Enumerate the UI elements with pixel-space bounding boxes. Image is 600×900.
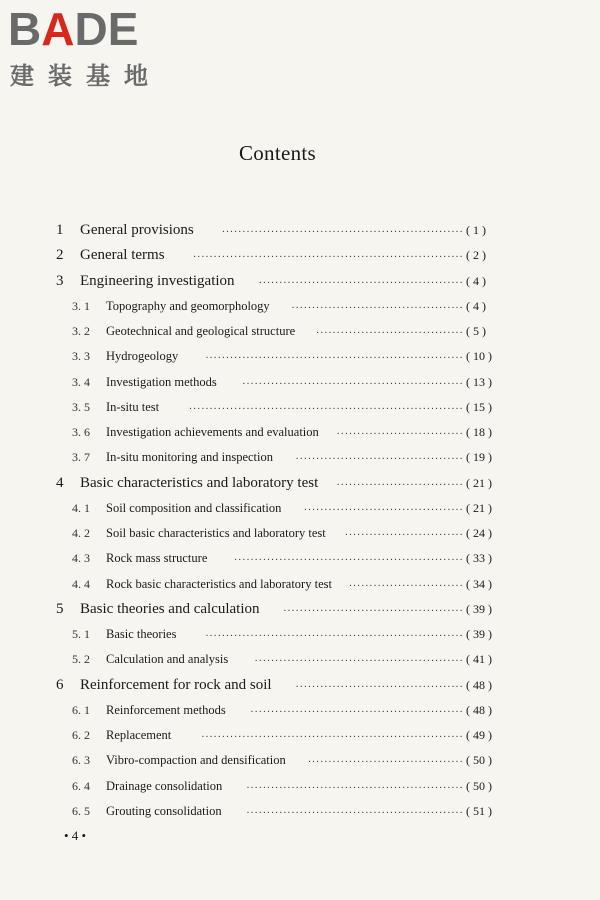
toc-leader-dots: ......................................... (295, 678, 464, 690)
toc-leader-dots: ............................. (345, 527, 464, 538)
toc-entry-page: ( 4 ) (466, 298, 486, 313)
toc-leader-dots: .................................................................. (193, 249, 464, 261)
toc-leader-dots: ............................... (336, 426, 464, 437)
toc-leader-dots: ..................................................... (246, 779, 464, 791)
toc-leader-dots: ................................................... (254, 653, 464, 665)
logo-wordmark (8, 4, 138, 54)
logo-letter-b: B (8, 3, 42, 55)
toc-entry-number: 4. 1 (72, 500, 90, 515)
toc-entry-label: Engineering investigation (80, 272, 235, 289)
toc-entry-page: ( 1 ) (466, 223, 486, 237)
toc-leader-dots: ........................................................... (222, 224, 464, 235)
toc-entry-page: ( 21 ) (466, 500, 492, 515)
toc-leader-dots: .......................................... (291, 299, 464, 311)
toc-entry-page: ( 39 ) (466, 601, 492, 616)
toc-entry-label: General terms (80, 247, 165, 264)
toc-entry[interactable] (0, 395, 600, 419)
toc-entry-page: ( 33 ) (466, 551, 492, 566)
toc-entry-label: Rock basic characteristics and laboratory test (106, 576, 332, 591)
toc-entry-number: 1 (56, 222, 64, 238)
toc-entry[interactable] (0, 496, 600, 520)
toc-entry-number: 3. 5 (72, 399, 90, 414)
toc-entry[interactable] (0, 673, 600, 697)
toc-entry[interactable] (0, 572, 600, 596)
toc-entry[interactable] (0, 370, 600, 394)
toc-entry-number: 6. 1 (72, 702, 90, 717)
toc-entry-label: Basic theories and calculation (80, 600, 260, 617)
toc-entry-page: ( 50 ) (466, 753, 492, 768)
toc-entry-number: 4. 3 (72, 551, 90, 566)
bade-logo (8, 4, 178, 94)
toc-entry[interactable] (0, 471, 600, 495)
toc-entry-page: ( 19 ) (466, 450, 492, 465)
toc-entry-page: ( 51 ) (466, 803, 492, 818)
toc-leader-dots: ............................... (336, 476, 464, 488)
toc-entry-label: Investigation achievements and evaluation (106, 425, 319, 439)
toc-entry-label: Reinforcement methods (106, 702, 226, 717)
toc-entry-number: 5. 1 (72, 627, 90, 641)
toc-entry-number: 3. 6 (72, 425, 90, 439)
logo-chinese-text: 建装基地 (10, 62, 162, 90)
toc-leader-dots: ................................................................... (189, 400, 464, 412)
toc-entry[interactable] (0, 647, 600, 671)
toc-entry-page: ( 39 ) (466, 627, 492, 641)
toc-entry-label: Basic theories (106, 627, 177, 641)
toc-leader-dots: ............................................ (283, 602, 464, 614)
toc-entry-number: 5. 2 (72, 652, 90, 667)
toc-entry-number: 6. 3 (72, 753, 90, 768)
toc-entry-label: General provisions (80, 222, 194, 238)
toc-entry-page: ( 10 ) (466, 349, 492, 364)
toc-entry[interactable] (0, 622, 600, 646)
toc-entry-page: ( 21 ) (466, 475, 492, 490)
toc-entry-page: ( 48 ) (466, 702, 492, 717)
toc-entry-label: Rock mass structure (106, 551, 208, 566)
toc-entry-label: Calculation and analysis (106, 652, 229, 667)
toc-entry-page: ( 48 ) (466, 677, 492, 692)
toc-entry-label: Grouting consolidation (106, 803, 222, 818)
toc-entry-label: Reinforcement for rock and soil (80, 676, 272, 693)
toc-entry-number: 3 (56, 272, 64, 289)
toc-leader-dots: ...................................... (308, 754, 464, 766)
toc-entry-page: ( 24 ) (466, 526, 492, 540)
toc-entry-number: 2 (56, 247, 64, 264)
toc-entry-number: 6. 5 (72, 803, 90, 818)
toc-leader-dots: ..................................................... (246, 804, 464, 816)
toc-entry-page: ( 15 ) (466, 399, 492, 414)
toc-entry-page: ( 41 ) (466, 652, 492, 667)
toc-leader-dots: ............................ (349, 577, 464, 589)
toc-entry-number: 5 (56, 600, 64, 617)
toc-leader-dots: .................................................. (259, 274, 464, 286)
toc-entry[interactable] (0, 698, 600, 722)
toc-entry-number: 3. 3 (72, 349, 90, 364)
toc-entry-label: Basic characteristics and laboratory test (80, 474, 319, 491)
toc-entry[interactable] (0, 319, 600, 343)
toc-entry[interactable] (0, 799, 600, 823)
toc-entry[interactable] (0, 748, 600, 772)
toc-entry-label: Investigation methods (106, 374, 217, 389)
toc-leader-dots: ........................................................ (234, 552, 464, 564)
toc-entry[interactable] (0, 243, 600, 267)
toc-entry-page: ( 34 ) (466, 576, 492, 591)
toc-entry-label: In-situ test (106, 399, 160, 414)
toc-leader-dots: ......................................... (295, 451, 464, 463)
toc-entry[interactable] (0, 294, 600, 318)
toc-entry[interactable] (0, 420, 600, 444)
toc-entry-number: 4. 4 (72, 576, 90, 591)
toc-entry[interactable] (0, 344, 600, 368)
toc-entry[interactable] (0, 723, 600, 747)
page-number-footer: • 4 • (64, 828, 87, 843)
toc-entry-page: ( 4 ) (466, 273, 486, 288)
toc-entry-number: 6 (56, 676, 64, 693)
toc-entry-number: 4. 2 (72, 526, 90, 540)
toc-entry-label: In-situ monitoring and inspection (106, 450, 273, 465)
toc-leader-dots: ............................................................... (205, 350, 464, 362)
toc-entry-page: ( 49 ) (466, 728, 492, 742)
toc-entry-page: ( 13 ) (466, 374, 492, 389)
toc-entry[interactable] (0, 218, 600, 242)
toc-entry-page: ( 2 ) (466, 248, 486, 263)
toc-entry[interactable] (0, 597, 600, 621)
toc-entry-number: 6. 4 (72, 778, 90, 793)
toc-entry-number: 3. 4 (72, 374, 90, 389)
toc-entry-label: Hydrogeology (106, 349, 179, 364)
logo-letter-a-accent: A (41, 3, 75, 55)
toc-entry-page: ( 50 ) (466, 778, 492, 793)
toc-entry-number: 3. 7 (72, 450, 90, 465)
toc-leader-dots: ................................................................ (201, 729, 464, 740)
toc-entry-label: Topography and geomorphology (106, 298, 270, 313)
toc-leader-dots: ....................................... (304, 501, 464, 513)
toc-entry-label: Replacement (106, 728, 172, 742)
toc-entry[interactable] (0, 546, 600, 570)
page-title: Contents (238, 141, 317, 165)
toc-entry[interactable] (0, 774, 600, 798)
toc-entry-label: Soil basic characteristics and laboratory test (106, 526, 326, 540)
toc-entry-number: 6. 2 (72, 728, 90, 742)
toc-entry-number: 3. 2 (72, 324, 90, 338)
toc-leader-dots: .................................... (316, 325, 464, 336)
toc-leader-dots: ...................................................... (242, 375, 464, 387)
toc-entry-page: ( 5 ) (466, 324, 486, 338)
toc-leader-dots: .................................................... (250, 703, 464, 715)
toc-entry-number: 3. 1 (72, 298, 90, 313)
logo-letters-de: DE (74, 3, 139, 55)
toc-entry[interactable] (0, 445, 600, 469)
toc-entry-label: Geotechnical and geological structure (106, 324, 296, 338)
toc-entry-label: Soil composition and classification (106, 500, 282, 515)
toc-entry[interactable] (0, 521, 600, 545)
toc-entry[interactable] (0, 269, 600, 293)
toc-entry-number: 4 (56, 474, 64, 491)
toc-entry-page: ( 18 ) (466, 425, 492, 439)
toc-entry-label: Drainage consolidation (106, 778, 223, 793)
toc-entry-label: Vibro-compaction and densification (106, 753, 286, 768)
toc-leader-dots: ............................................................... (205, 628, 464, 639)
